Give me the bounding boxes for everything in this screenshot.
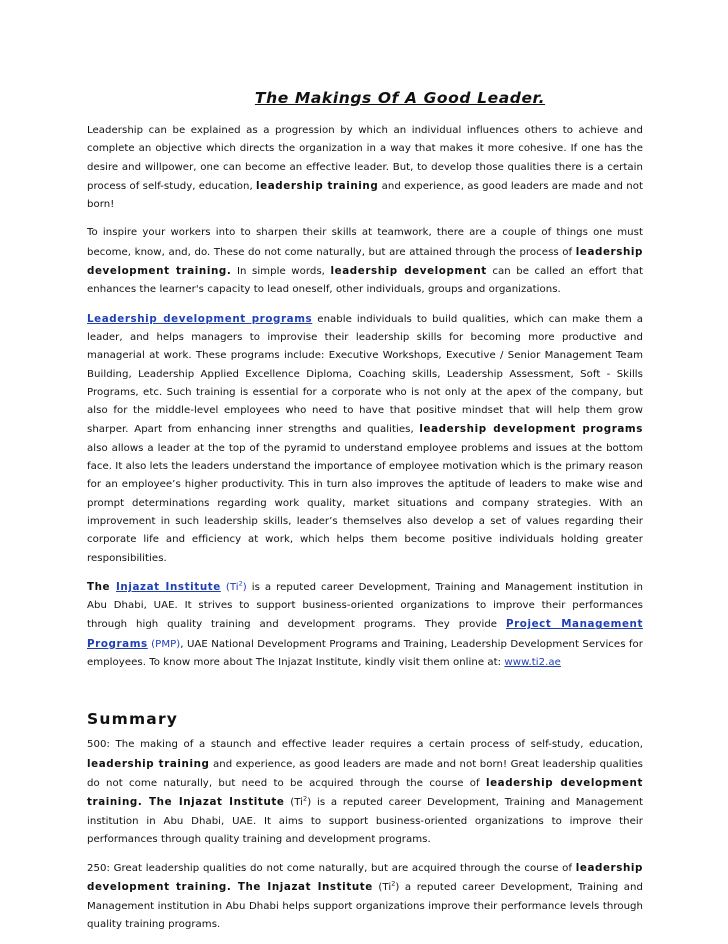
paragraph-inspire <box>87 224 643 299</box>
summary-500 <box>87 736 643 849</box>
bold-term: leadership development training. <box>87 245 643 278</box>
text: can be called an effort that enhances the learner's capacity to lead oneself, other individuals, groups and organizations. <box>87 266 643 296</box>
summary-heading: Summary <box>87 710 179 729</box>
bold-term: leadership training <box>256 179 379 192</box>
bold-term: leadership development <box>330 265 487 278</box>
text: and experience, as good leaders are made and not born! <box>87 180 644 211</box>
text: a reputed career Development, Training and Management institution in Abu Dhabi helps support organizations improve their performance levels through quality training programs. <box>87 882 643 930</box>
ti2-label: (Ti$^2$) <box>284 794 312 809</box>
text: , UAE National Development Programs and Training, Leadership Development Services for employees. To know more about The Injazat Institute, kindly visit them online at: <box>87 638 644 669</box>
text: 500: The making of a staunch and effective leader requires a certain process of self-study, education, <box>87 739 643 751</box>
text: In simple words, <box>231 266 331 278</box>
bold-term: leadership development training. The Injazat Institute <box>87 776 643 809</box>
paragraph-intro <box>87 122 643 214</box>
document-page <box>87 88 643 944</box>
text: and experience, as good leaders are made and not born! Great leadership qualities do not come naturally, but need to be acquired through the course of <box>87 758 643 789</box>
text: Leadership can be explained as a progression by which an individual influences others to achieve and complete an objective which directs the organization in a way that makes it more cohesive. If one has the desire and willpower, one can become an effective leader. But, to develop those qualities there is a certain process of self-study, education, <box>87 125 643 192</box>
bold-term: leadership development programs <box>419 423 643 436</box>
text: is a reputed career Development, Training and Management institution in Abu Dhabi, UAE. It strives to support business-oriented organizations to improve their performances through high quality training and development programs. They provide <box>87 581 643 631</box>
website-link[interactable]: www.ti2.ae <box>504 657 561 669</box>
bold-term: leadership training <box>87 757 210 770</box>
text: enable individuals to build qualities, which can make them a leader, and helps managers to improvise their leadership skills for becoming more productive and managerial at work. These programs include: Executive Workshops, Executive / Senior Management Team Building, Leadership Applied Excellence Diploma, Coaching skills, Leadership Assessment, Soft - Skills Programs, etc. Such training is essential for a corporate who is not only at the apex of the company, but also for the middle-level employees who need to have that positive mindset that will help them grow sharper. Apart from enhancing inner strengths and qualities, <box>87 313 644 436</box>
text: is a reputed career Development, Training and Management institution in Abu Dhabi, UAE. It aims to support business-oriented organizations to improve their performances through quality training and development programs. <box>87 797 644 845</box>
ti2-label: (Ti$^2$) <box>372 880 400 894</box>
document-title: The Makings Of A Good Leader. <box>254 89 546 107</box>
text: also allows a leader at the top of the pyramid to understand employee problems and issues at the bottom face. It also lets the leaders understand the importance of employee motivation which is the primary reason for an employee’s higher productivity. This in turn also improves the aptitude of leaders to make wise and prompt determinations regarding work quality, market situations and company strategies. With an improvement in such leadership skills, leader’s themselves also develop a set of values regarding their corporate life and efficiency at work, which helps them become positive individuals holding greater responsibilities. <box>87 442 643 564</box>
text: To inspire your workers into to sharpen their skills at teamwork, there are a couple of things one must become, know, and, do. These do not come naturally, but are attained through the process of <box>87 227 643 258</box>
bold-term: The <box>87 580 116 593</box>
bold-term: leadership development training. The Injazat Institute <box>87 862 643 894</box>
pmp-label: (PMP) <box>147 638 181 650</box>
injazat-institute-link[interactable]: Injazat Institute <box>116 580 221 593</box>
project-management-link[interactable]: Project Management Programs <box>87 618 643 650</box>
paragraph-programs <box>87 310 643 568</box>
leadership-programs-link[interactable]: Leadership development programs <box>87 312 313 325</box>
paragraph-institute <box>87 578 643 672</box>
text: 250: Great leadership qualities do not come naturally, but are acquired through the course of <box>87 863 576 875</box>
summary-250 <box>87 859 643 934</box>
ti2-label: (Ti$^2$) <box>220 579 247 593</box>
